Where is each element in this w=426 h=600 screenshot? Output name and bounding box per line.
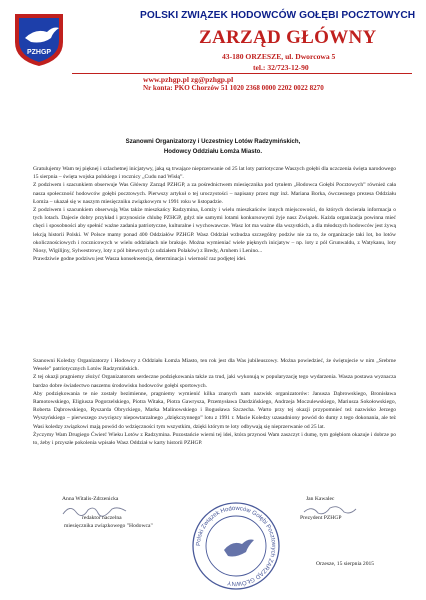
left-signatory-name: Anna Witalis-Zdrzenicka [62,496,119,502]
left-signatory-role-2: miesięcznika związkowego "Hodowca" [64,523,153,529]
left-signatory-role-1: redaktor naczelna [82,515,122,521]
paragraph-3: Z podziwem i szacunkiem obserwują Was także mieszkańcy Radzymina, Łomży i wielu mieszkańców innych miejscowości, do których docierała informacja o tych lotach. Dajecie dobry przykład i przynosicie chlubę PZHGP, gdyż nie samymi lotami konkursowymi żyje nasz Związek. Każda organizacja powinna mieć chęci i sposobności aby spełnić ważne zadania patriotyczne, kulturalne i wychowawcze. Wasz lot ma ważne dla wszystkich, a dla młodszych hodowców jest żywą lekcją historii Polski. W Polsce mamy ponad 400 Oddziałów PZHGP. Wasz Oddział wzbudza szczególny podziw nie za to, że organizacje taki lot, bo lotów okolicznościowych i rocznicowych w wielu oddziałach nie brakuje. Można wymieniać wiele pięknych inicjatyw – np. loty z pól Grunwaldu, z Watykanu, loty Niosy, Wigilijny, Sylwestrowy, loty z pól bitewnych (z udziałem Polaków) z Bredy, Arnhem i Lenino... [33,206,396,254]
letterhead-account: Nr konta: PKO Chorzów 51 1020 2368 0000 2202 0022 8270 [143,84,324,92]
letterhead-web-email: www.pzhgp.pl zg@pzhgp.pl [143,75,234,84]
organization-name: POLSKI ZWIĄZEK HODOWCÓW GOŁĘBI POCZTOWYCH [140,10,416,21]
logo-text: PZHGP [26,49,52,56]
paragraph-2: Z podziwem i szacunkiem obserwuje Was Główny Zarząd PZHGP, a za pośrednictwem miesięcznika pod tytułem „Hodowca Gołębi Pocztowych” również cała nasza społeczność hodowców gołębi pocztowych. Pierwszy artykuł o tej uroczystości – napisany przez mgr inż. Mariana Borka, ówczesnego prezesa Oddziału Łomża – ukazał się w naszym miesięczniku związkowym w 1991 roku w listopadzie. [33,182,396,205]
stamp-text: Polski Związek Hodowców Gołębi Pocztowych ZARZĄD GŁÓWNY [195,505,277,587]
paragraph-5: Szanowni Koledzy Organizatorzy i Hodowcy z Oddziału Łomża Miasto, ten rok jest dla Was jubileuszowy. Można powiedzieć, że świętujecie w nim „Srebrne Wesele” patriotycznych Lotów Radzymińskich. [33,358,396,373]
official-stamp [190,500,282,592]
letter-date: Orzesze, 15 sierpnia 2015 [316,561,375,567]
pzhgp-logo [7,8,71,68]
addressee-line-1: Szanowni Organizatorzy i Uczestnicy Lotów Radzymińskich, [125,138,301,145]
letter-body-part-2 [33,357,396,447]
header-divider [72,73,412,74]
letterhead-phone: tel.: 32/723-12-90 [253,63,309,72]
addressee-line-2: Hodowcy Oddziału Łomża Miasto. [163,148,263,155]
letter-body-part-1 [33,165,396,263]
paragraph-6: Z tej okazji pragniemy złożyć Organizatorom serdeczne podziękowania także za trud, jaki wykonują w popularyzację tego wydarzenia. Wasza postawa wyznacza bardzo dobre świadectwo naszemu środowisku hodowców gołębi sportowych. [33,374,396,389]
stamp-pigeon-icon [224,540,254,557]
letterhead-address: 43-180 ORZESZE, ul. Dworcowa 5 [222,52,336,61]
letterhead-title: ZARZĄD GŁÓWNY [199,27,377,48]
paragraph-1: Gratulujemy Wam tej pięknej i szlachetnej inicjatywy, jaką są trwające nieprzerwanie od 25 lat loty patriotyczne Waszych gołębi dla uczczenia święta narodowego 15 sierpnia – święta wojska polskiego i rocznicy „Cudu nad Wisłą”. [33,166,396,181]
right-signatory-name: Jan Kawalec [306,496,335,502]
paragraph-4: Prawdziwie godne podziwu jest Wasza konsekwencja, determinacja i wierność raz podjętej idei. [33,256,247,263]
right-signatory-role: Prezydent PZHGP [300,515,342,521]
paragraph-7: Aby podziękowania te nie zostały bezimienne, pragniemy wymienić kilka znanych nam nazwisk organizatorów: Janusza Dąbrowskiego, Bronisława Ramotowskiego, Eligiusza Pogorzelskiego, Piotra Witaka, Piotra Gawrysza, Przemysława Dardzińskiego, Andrzeja Moczulewskiego, Mariusza Sokołowskiego, Roberta Dąbrowskiego, Ryszarda Obryckiego, Marka Malinowskiego i Bogusława Szczecha. Warto przy tej okazji przypomnieć też nazwisko Jerzego Wyszyńskiego – pierwszego zwycięzcy niepowtarzalnego „dziękczynnego” lotu z 1991 r. Macie Koledzy uzasadniony powód do dumy z tego dokonania, ale też Wasi koledzy związkowi mają powód do wdzięczności tym wszystkim, dzięki którym te loty odbywają się nieprzerwanie od 25 lat. [33,390,396,430]
paragraph-8: Życzymy Wam Drugiego Ćwierć Wieku Lotów z Radzymina. Pozostańcie wierni tej idei, która przynosi Wam zaszczyt i dumę, tym gołębiom okazuje i dobrze po to, żeby i przyszłe pokolenia wpisało Wasz Oddział w karty historii PZHGP. [33,431,396,446]
